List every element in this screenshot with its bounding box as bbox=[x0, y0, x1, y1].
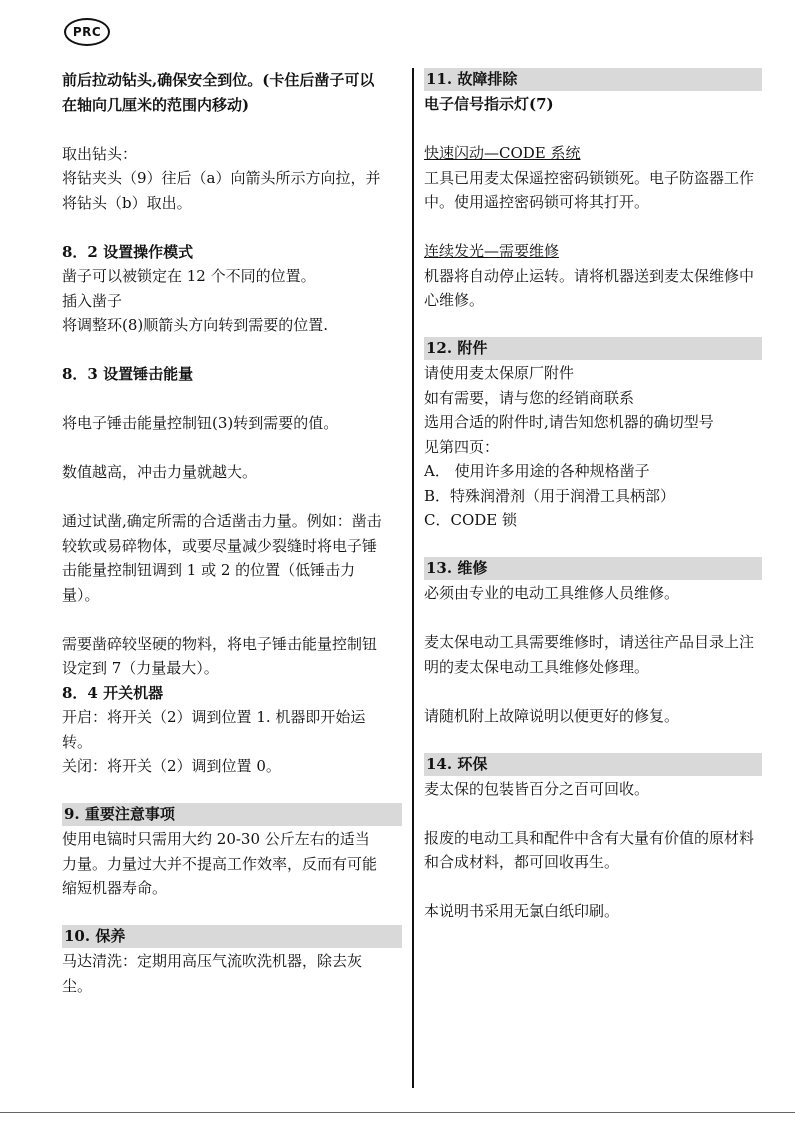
switch-on-text: 开启：将开关（2）调到位置 1. 机器即开始运转。 bbox=[62, 708, 366, 751]
section-9-text: 使用电镐时只需用大约 20-30 公斤左右的适当力量。力量过大并不提高工作效率，反而有可能缩短机器寿命。 bbox=[62, 830, 378, 897]
right-column bbox=[424, 68, 764, 924]
section-8-3-para-4: 需要凿碎较坚硬的物料，将电子锤击能量控制钮设定到 7（力量最大）。 bbox=[62, 634, 378, 677]
fast-flash-title: 快速闪动—CODE 系统 bbox=[424, 144, 581, 162]
bottom-rule bbox=[0, 1112, 795, 1113]
section-8-2-title: 8．2 设置操作模式 bbox=[62, 242, 194, 261]
section-8-3-title: 8．3 设置锤击能量 bbox=[62, 365, 194, 383]
continuous-light-text: 机器将自动停止运转。请将机器送到麦太保维修中心维修。 bbox=[424, 266, 755, 309]
section-10-heading: 10. 保养 bbox=[62, 925, 402, 948]
section-14-heading: 14. 环保 bbox=[424, 753, 762, 776]
section-11-heading: 11. 故障排除 bbox=[424, 68, 762, 91]
section-8-2-line-1: 凿子可以被锁定在 12 个不同的位置。 bbox=[62, 267, 316, 285]
section-13-para-3: 请随机附上故障说明以便更好的修复。 bbox=[424, 706, 680, 725]
section-14-para-2: 报废的电动工具和配件中含有大量有价值的原材料和合成材料，都可回收再生。 bbox=[424, 828, 755, 871]
section-8-3-para-1: 将电子锤击能量控制钮(3)转到需要的值。 bbox=[62, 414, 339, 432]
section-13-para-2: 麦太保电动工具需要维修时，请送往产品目录上注明的麦太保电动工具维修处修理。 bbox=[424, 633, 755, 676]
accessory-b: B．特殊润滑剂（用于润滑工具柄部） bbox=[424, 486, 676, 505]
country-badge: PRC bbox=[64, 18, 110, 46]
section-13-heading: 13. 维修 bbox=[424, 557, 762, 580]
section-12-line-3: 选用合适的附件时,请告知您机器的确切型号 bbox=[424, 413, 714, 431]
section-8-2-line-3: 将调整环(8)顺箭头方向转到需要的位置. bbox=[62, 316, 329, 334]
remove-bit-text: 将钻夹头（9）往后（a）向箭头所示方向拉，并将钻头（b）取出。 bbox=[62, 169, 381, 212]
section-14-para-3: 本说明书采用无氯白纸印刷。 bbox=[424, 902, 620, 920]
section-8-4-title: 8．4 开关机器 bbox=[62, 683, 164, 702]
section-10-text: 马达清洗：定期用高压气流吹洗机器，除去灰尘。 bbox=[62, 952, 363, 995]
section-8-3-para-3: 通过试凿,确定所需的合适凿击力量。例如：凿击较软或易碎物体，或要尽量减少裂缝时将电子锤击能量控制钮调到 1 或 2 的位置（低锤击力量）。 bbox=[62, 512, 382, 604]
section-13-para-1: 必须由专业的电动工具维修人员维修。 bbox=[424, 584, 680, 602]
continuous-light-title: 连续发光—需要维修 bbox=[424, 242, 560, 260]
section-14-para-1: 麦太保的包装皆百分之百可回收。 bbox=[424, 779, 650, 798]
fast-flash-text: 工具已用麦太保遥控密码锁锁死。电子防盗器工作中。使用遥控密码锁可将其打开。 bbox=[424, 168, 755, 211]
section-8-2-line-2: 插入凿子 bbox=[62, 291, 123, 310]
column-divider bbox=[412, 68, 414, 1088]
accessory-a: A． 使用许多用途的各种规格凿子 bbox=[424, 462, 650, 480]
section-12-heading: 12. 附件 bbox=[424, 337, 762, 360]
left-column bbox=[62, 68, 384, 998]
section-9-heading: 9. 重要注意事项 bbox=[62, 803, 402, 826]
section-12-line-1: 请使用麦太保原厂附件 bbox=[424, 364, 575, 382]
section-12-line-4: 见第四页： bbox=[424, 437, 500, 456]
remove-bit-title: 取出钻头： bbox=[62, 144, 138, 163]
accessory-c: C．CODE 锁 bbox=[424, 511, 517, 529]
intro-text: 前后拉动钻头,确保安全到位。(卡住后凿子可以在轴向几厘米的范围内移动) bbox=[62, 71, 375, 114]
section-12-line-2: 如有需要，请与您的经销商联系 bbox=[424, 388, 635, 407]
section-11-subtitle: 电子信号指示灯(7) bbox=[424, 95, 554, 113]
section-8-3-para-2: 数值越高，冲击力量就越大。 bbox=[62, 463, 258, 481]
switch-off-text: 关闭：将开关（2）调到位置 0。 bbox=[62, 757, 281, 775]
